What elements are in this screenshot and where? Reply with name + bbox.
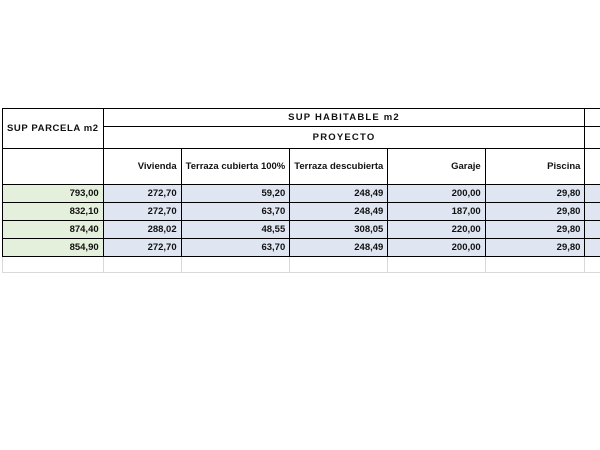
cell-terraza-descubierta[interactable]: 248,49 xyxy=(290,239,388,257)
cell-terraza-descubierta[interactable]: 308,05 xyxy=(290,221,388,239)
cell-terraza-cubierta[interactable]: 63,70 xyxy=(181,203,290,221)
header-overflow-cell[interactable] xyxy=(585,109,600,127)
cell-parcela[interactable]: 854,90 xyxy=(3,239,104,257)
header-proyecto[interactable]: PROYECTO xyxy=(103,127,585,149)
cell-parcela[interactable]: 793,00 xyxy=(3,185,104,203)
cell-terraza-cubierta[interactable]: 59,20 xyxy=(181,185,290,203)
cell-overflow[interactable] xyxy=(585,203,600,221)
header-sup-parcela[interactable]: SUP PARCELA m2 xyxy=(3,109,104,149)
empty-cell[interactable] xyxy=(290,257,388,273)
cell-vivienda[interactable]: 272,70 xyxy=(103,185,181,203)
empty-cell[interactable] xyxy=(181,257,290,273)
cell-vivienda[interactable]: 272,70 xyxy=(103,203,181,221)
cell-piscina[interactable]: 29,80 xyxy=(485,221,585,239)
cell-parcela[interactable]: 874,40 xyxy=(3,221,104,239)
cell-vivienda[interactable]: 288,02 xyxy=(103,221,181,239)
cell-parcela[interactable]: 832,10 xyxy=(3,203,104,221)
header-overflow-cell[interactable] xyxy=(585,127,600,149)
header-sup-habitable[interactable]: SUP HABITABLE m2 xyxy=(103,109,585,127)
cell-piscina[interactable]: 29,80 xyxy=(485,185,585,203)
cell-terraza-cubierta[interactable]: 63,70 xyxy=(181,239,290,257)
table-row-empty xyxy=(3,257,600,273)
column-header-garaje[interactable]: Garaje xyxy=(388,149,485,185)
table-row xyxy=(3,185,600,203)
empty-cell[interactable] xyxy=(3,257,104,273)
column-header-overflow-cell[interactable] xyxy=(585,149,600,185)
table-row xyxy=(3,239,600,257)
cell-vivienda[interactable]: 272,70 xyxy=(103,239,181,257)
cell-terraza-cubierta[interactable]: 48,55 xyxy=(181,221,290,239)
cell-garaje[interactable]: 220,00 xyxy=(388,221,485,239)
table-row xyxy=(3,221,600,239)
cell-garaje[interactable]: 187,00 xyxy=(388,203,485,221)
cell-overflow[interactable] xyxy=(585,221,600,239)
empty-cell[interactable] xyxy=(103,257,181,273)
column-header-vivienda[interactable]: Vivienda xyxy=(103,149,181,185)
surface-table xyxy=(2,108,600,273)
empty-cell[interactable] xyxy=(388,257,485,273)
cell-piscina[interactable]: 29,80 xyxy=(485,239,585,257)
cell-terraza-descubierta[interactable]: 248,49 xyxy=(290,203,388,221)
empty-cell[interactable] xyxy=(485,257,585,273)
column-header-terraza-cubierta[interactable]: Terraza cubierta 100% xyxy=(181,149,290,185)
cell-garaje[interactable]: 200,00 xyxy=(388,185,485,203)
cell-overflow[interactable] xyxy=(585,239,600,257)
empty-cell[interactable] xyxy=(585,257,600,273)
cell-overflow[interactable] xyxy=(585,185,600,203)
column-header-terraza-descubierta[interactable]: Terraza descubierta xyxy=(290,149,388,185)
table-row xyxy=(3,203,600,221)
column-header-piscina[interactable]: Piscina xyxy=(485,149,585,185)
cell-piscina[interactable]: 29,80 xyxy=(485,203,585,221)
cell-garaje[interactable]: 200,00 xyxy=(388,239,485,257)
column-header-blank[interactable] xyxy=(3,149,104,185)
cell-terraza-descubierta[interactable]: 248,49 xyxy=(290,185,388,203)
